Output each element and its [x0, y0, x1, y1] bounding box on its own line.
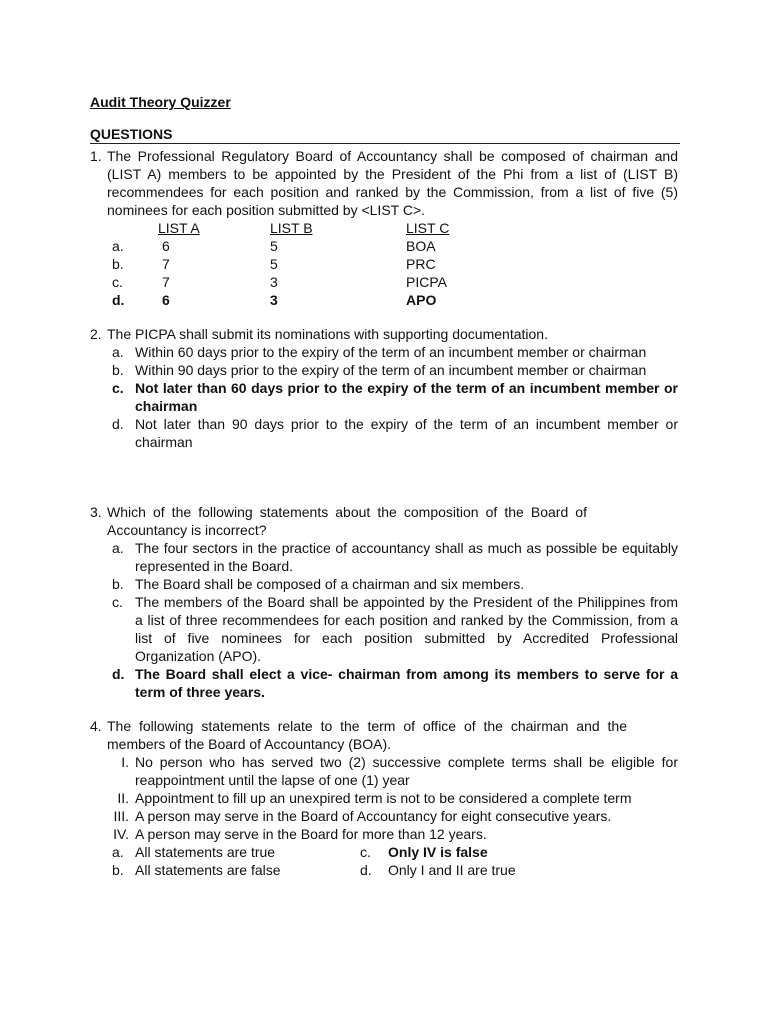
option-letter: c. — [112, 274, 123, 290]
question-number: 4. — [90, 718, 102, 734]
option-letter: c. — [360, 844, 371, 860]
question-number: 1. — [90, 148, 102, 164]
option-letter: b. — [112, 576, 124, 592]
list-c-value: PRC — [406, 256, 436, 272]
list-table-header — [90, 219, 678, 237]
list-a-value: 6 — [162, 292, 170, 308]
statement-text: Appointment to fill up an unexpired term is not to be considered a complete term — [135, 790, 632, 806]
options-row-2 — [90, 861, 678, 879]
option-letter: a. — [112, 540, 124, 556]
option-text: The Board shall elect a vice- chairman from among its members to serve for a term of three years. — [135, 666, 678, 700]
option-b — [90, 575, 678, 593]
option-letter: b. — [112, 362, 124, 378]
question-number: 3. — [90, 504, 102, 520]
header-list-c: LIST C — [406, 220, 450, 236]
list-b-value: 3 — [270, 292, 278, 308]
statement-iv — [90, 825, 678, 843]
option-text: All statements are true — [135, 844, 276, 860]
statement-text: A person may serve in the Board for more than 12 years. — [135, 826, 487, 842]
option-row-a — [90, 237, 678, 255]
header-list-b: LIST B — [270, 220, 313, 236]
list-a-value: 7 — [162, 274, 170, 290]
option-text: All statements are false — [135, 862, 281, 878]
statement-iii — [90, 807, 678, 825]
options-row-1 — [90, 843, 678, 861]
statement-i — [90, 753, 678, 789]
list-a-value: 7 — [162, 256, 170, 272]
option-text: The four sectors in the practice of accountancy shall as much as possible be equitably represented in the Board. — [135, 540, 678, 574]
question-stem: The Professional Regulatory Board of Accountancy shall be composed of chairman and (LIST A) members to be appointed by the President of the Phi from a list of (LIST B) recommendees for each position and ranked by the Commission, from a list of five (5) nominees for each position submitted by <LIST C>. — [107, 148, 678, 218]
question-stem: The PICPA shall submit its nominations with supporting documentation. — [107, 326, 548, 342]
question-1 — [90, 147, 678, 309]
question-4 — [90, 717, 678, 879]
option-letter: b. — [112, 862, 124, 878]
option-text: The members of the Board shall be appointed by the President of the Philippines from a list of three recommendees for each position and ranked by the Commission, from a list of five nominees for each position submitted by Accredited Professional Organization (APO). — [135, 594, 678, 664]
question-2 — [90, 325, 678, 451]
statement-numeral: III. — [113, 808, 129, 824]
question-number: 2. — [90, 326, 102, 342]
statement-text: No person who has served two (2) successive complete terms shall be eligible for reappointment until the lapse of one (1) year — [135, 754, 678, 788]
option-text: Within 90 days prior to the expiry of the term of an incumbent member or chairman — [135, 362, 647, 378]
list-c-value: APO — [406, 292, 437, 308]
option-a — [90, 343, 678, 361]
option-d — [360, 861, 630, 879]
option-letter: d. — [112, 292, 125, 308]
option-letter: b. — [112, 256, 124, 272]
option-letter: a. — [112, 844, 124, 860]
section-heading: QUESTIONS — [90, 126, 680, 144]
statement-text: A person may serve in the Board of Accountancy for eight consecutive years. — [135, 808, 612, 824]
header-list-a: LIST A — [158, 220, 200, 236]
list-c-value: BOA — [406, 238, 436, 254]
option-row-d-answer — [90, 291, 678, 309]
option-d — [90, 415, 678, 451]
option-c — [90, 593, 678, 665]
option-text: Within 60 days prior to the expiry of the term of an incumbent member or chairman — [135, 344, 647, 360]
statement-numeral: II. — [117, 790, 129, 806]
option-letter: d. — [112, 666, 125, 682]
question-stem: Which of the following statements about the composition of the Board of Accountancy is incorrect? — [107, 504, 587, 538]
option-letter: d. — [360, 862, 372, 878]
option-a — [90, 843, 360, 861]
option-text: Not later than 90 days prior to the expiry of the term of an incumbent member or chairman — [135, 416, 678, 450]
list-b-value: 3 — [270, 274, 278, 290]
question-stem: The following statements relate to the term of office of the chairman and the members of the Board of Accountancy (BOA). — [107, 718, 627, 752]
option-letter: d. — [112, 416, 124, 432]
statement-numeral: I. — [121, 754, 129, 770]
option-letter: c. — [112, 594, 123, 610]
option-text: Not later than 60 days prior to the expiry of the term of an incumbent member or chairman — [135, 380, 678, 414]
option-letter: c. — [112, 380, 124, 396]
document-title: Audit Theory Quizzer — [90, 94, 231, 110]
option-b — [90, 361, 678, 379]
list-c-value: PICPA — [406, 274, 447, 290]
option-c-answer — [90, 379, 678, 415]
option-c-answer — [360, 843, 630, 861]
question-3 — [90, 503, 678, 701]
option-text: Only IV is false — [388, 844, 488, 860]
option-text: Only I and II are true — [388, 862, 516, 878]
option-row-b — [90, 255, 678, 273]
option-d-answer — [90, 665, 678, 701]
statement-ii — [90, 789, 678, 807]
option-text: The Board shall be composed of a chairman and six members. — [135, 576, 525, 592]
list-b-value: 5 — [270, 238, 278, 254]
list-b-value: 5 — [270, 256, 278, 272]
option-letter: a. — [112, 238, 124, 254]
list-a-value: 6 — [162, 238, 170, 254]
option-b — [90, 861, 360, 879]
option-a — [90, 539, 678, 575]
option-letter: a. — [112, 344, 124, 360]
statement-numeral: IV. — [113, 826, 129, 842]
option-row-c — [90, 273, 678, 291]
